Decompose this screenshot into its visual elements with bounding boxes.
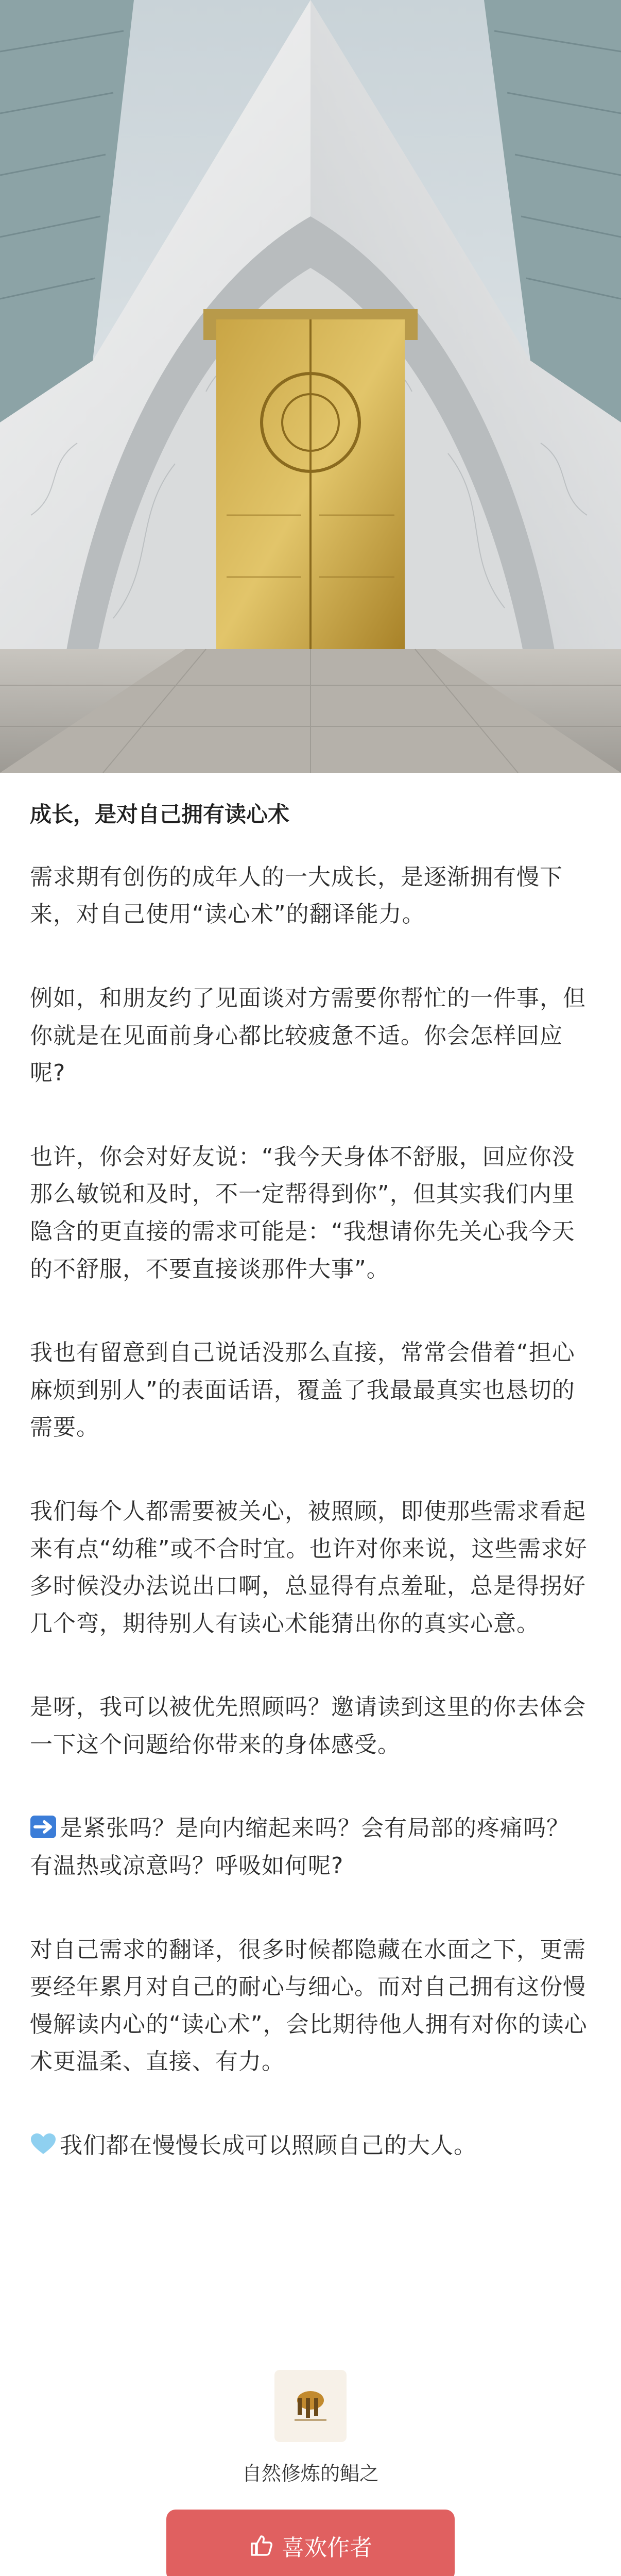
- article-paragraph: 是呀，我可以被优先照顾吗？邀请读到这里的你去体会一下这个问题给你带来的身体感受。: [30, 1694, 586, 1758]
- article-paragraph-heart: [30, 2127, 591, 2165]
- arrow-paragraph-text: 是紧张吗？是向内缩起来吗？会有局部的疼痛吗？有温热或凉意吗？呼吸如何呢?: [30, 1815, 570, 1879]
- right-arrow-icon: [30, 1815, 57, 1839]
- hero-image: [0, 0, 621, 773]
- thumbs-up-icon: [249, 2533, 273, 2558]
- like-author-label: 喜欢作者: [282, 2535, 372, 2561]
- author-card: [0, 2370, 621, 2576]
- article-paragraph: 我们每个人都需要被关心，被照顾，即使那些需求看起来有点“幼稚”或不合时宜。也许对你来说，这些需求好多时候没办法说出口啊，总显得有点羞耻，总是得拐好几个弯，期待别人有读心术能猜出你的真实心意。: [30, 1498, 588, 1637]
- article-paragraph-arrow: [30, 1810, 591, 1885]
- article-paragraph: 例如，和朋友约了见面谈对方需要你帮忙的一件事，但你就是在见面前身心都比较疲惫不适。你会怎样回应呢?: [30, 985, 586, 1087]
- article-body: [30, 783, 591, 2211]
- article-paragraph: 也许，你会对好友说：“我今天身体不舒服，回应你没那么敏锐和及时，不一定帮得到你”，但其实我们内里隐含的更直接的需求可能是：“我想请你先关心我今天的不舒服，不要直接谈那件大事”。: [30, 1143, 575, 1282]
- author-name[interactable]: 自然修炼的鲳之: [242, 2462, 379, 2485]
- article-paragraph: 我也有留意到自己说话没那么直接，常常会借着“担心麻烦到别人”的表面话语，覆盖了我最最真实也恳切的需要。: [30, 1340, 575, 1441]
- heart-paragraph-text: 我们都在慢慢长成可以照顾自己的大人。: [60, 2132, 477, 2159]
- article-title: 成长，是对自己拥有读心术: [30, 802, 290, 827]
- author-logo[interactable]: [274, 2370, 347, 2442]
- blue-heart-icon: [30, 2132, 57, 2156]
- author-logo-icon: [287, 2383, 334, 2429]
- like-author-button[interactable]: [166, 2510, 455, 2576]
- architecture-illustration: [0, 0, 621, 773]
- article-paragraph: 对自己需求的翻译，很多时候都隐藏在水面之下，更需要经年累月对自己的耐心与细心。而对自己拥有这份慢慢解读内心的“读心术”，会比期待他人拥有对你的读心术更温柔、直接、有力。: [30, 1936, 588, 2075]
- article-paragraph: 需求期有创伤的成年人的一大成长，是逐渐拥有慢下来，对自己使用“读心术”的翻译能力。: [30, 863, 563, 928]
